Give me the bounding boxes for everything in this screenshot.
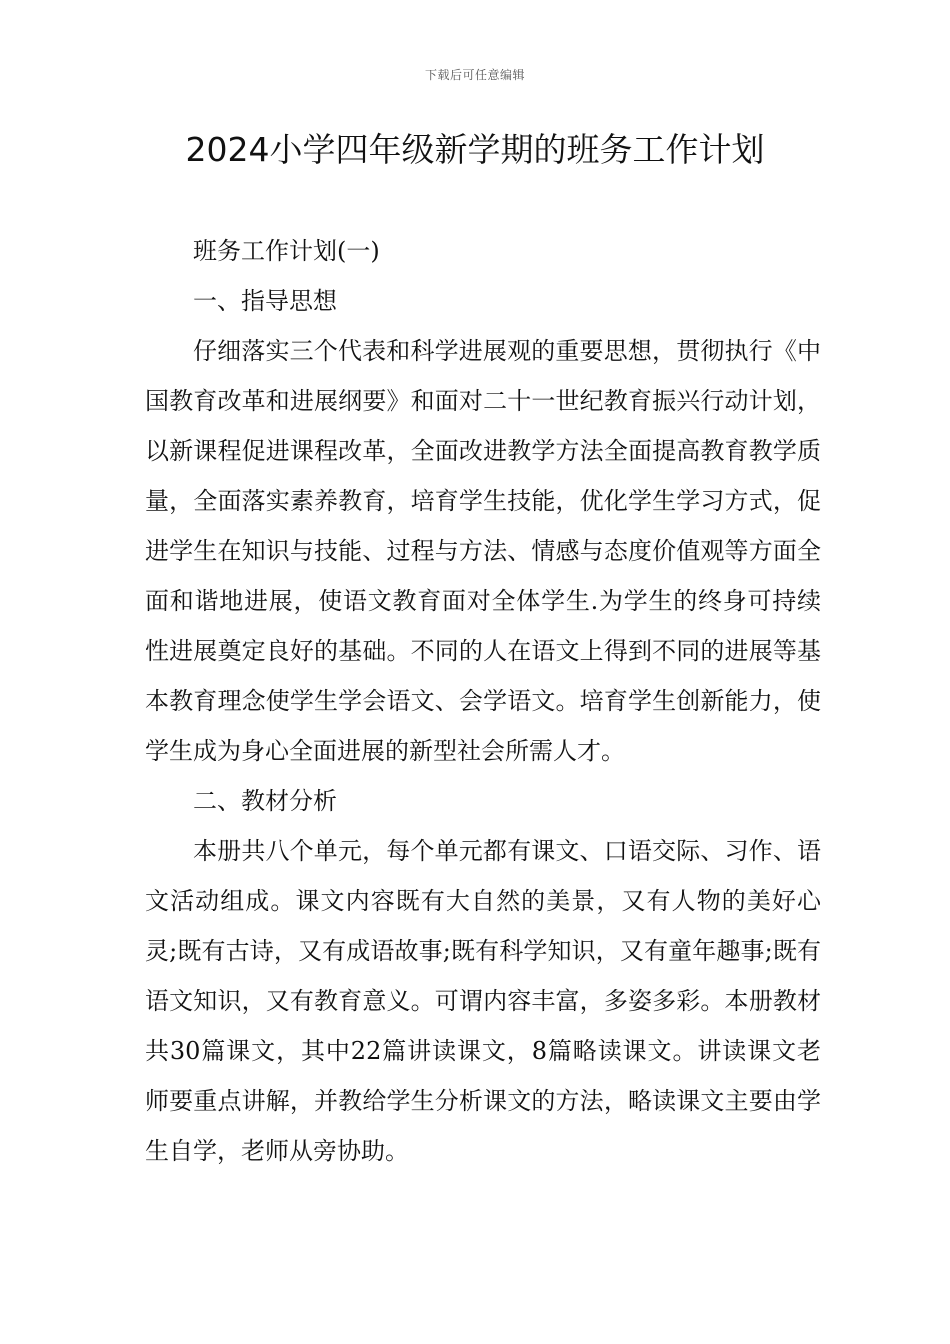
section-heading-plan: 班务工作计划(一): [193, 237, 380, 265]
section-heading-textbook-analysis: 二、教材分析: [193, 787, 337, 815]
section-heading-guiding-thought: 一、指导思想: [193, 287, 337, 315]
paragraph-guiding-thought: 仔细落实三个代表和科学进展观的重要思想，贯彻执行《中国教育改革和进展纲要》和面对二十一世纪教育振兴行动计划，以新课程促进课程改革，全面改进教学方法全面提高教育教学质量，全面落实素养教育，培育学生技能，优化学生学习方式，促进学生在知识与技能、过程与方法、情感与态度价值观等方面全面和谐地进展，使语文教育面对全体学生.为学生的终身可持续性进展奠定良好的基础。不同的人在语文上得到不同的进展等基本教育理念使学生学会语文、会学语文。培育学生创新能力，使学生成为身心全面进展的新型社会所需人才。: [145, 337, 821, 765]
document-title: 2024小学四年级新学期的班务工作计划: [185, 130, 765, 169]
header-note: 下载后可任意编辑: [424, 68, 525, 82]
paragraph-textbook-analysis: 本册共八个单元，每个单元都有课文、口语交际、习作、语文活动组成。课文内容既有大自然的美景，又有人物的美好心灵;既有古诗，又有成语故事;既有科学知识，又有童年趣事;既有语文知识，又有教育意义。可谓内容丰富，多姿多彩。本册教材共30篇课文，其中22篇讲读课文，8篇略读课文。讲读课文老师要重点讲解，并教给学生分析课文的方法，略读课文主要由学生自学，老师从旁协助。: [145, 837, 821, 1165]
document-body: [145, 226, 821, 1176]
